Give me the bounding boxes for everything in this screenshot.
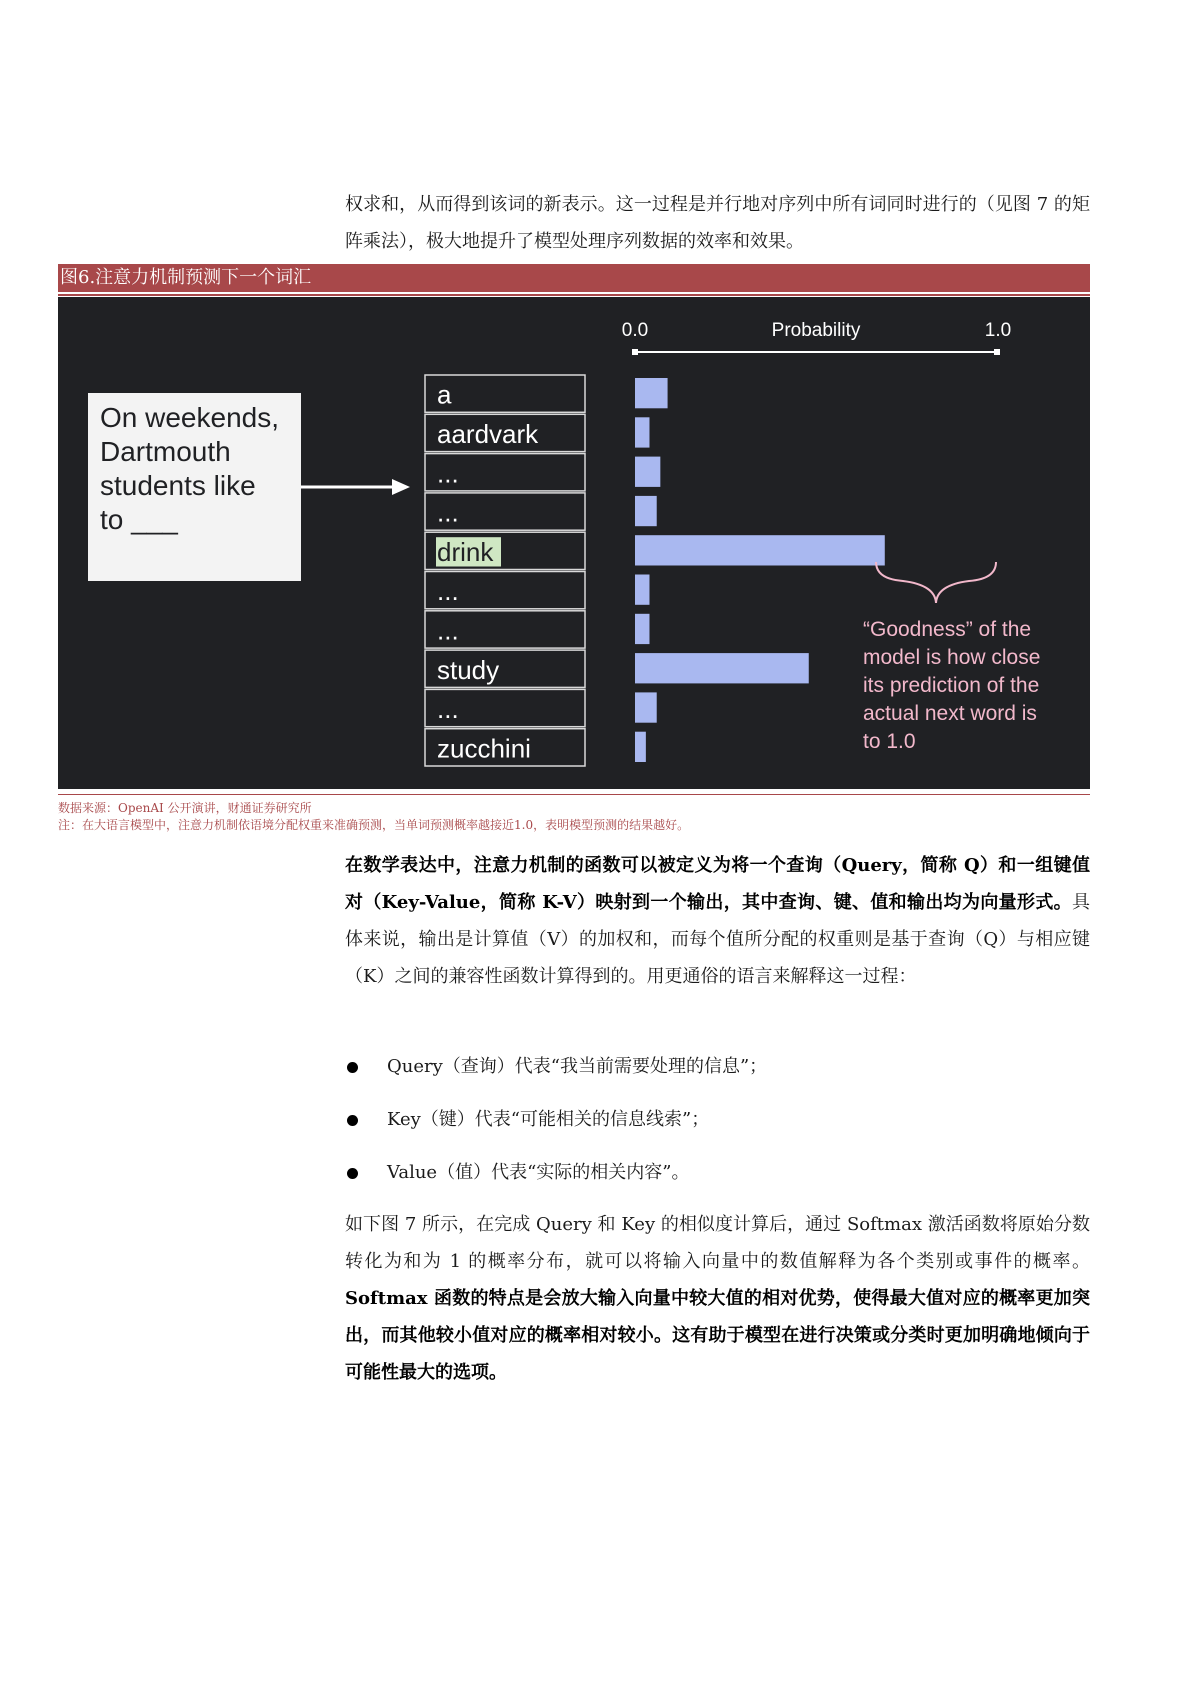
bar <box>635 457 660 487</box>
vocab-label: ... <box>437 497 459 528</box>
annotation-line: model is how close <box>863 646 1041 669</box>
bar <box>635 692 657 722</box>
qkv-bullet-list <box>345 1050 1090 1209</box>
vocab-label: ... <box>437 458 459 489</box>
figure-title: 图6.注意力机制预测下一个词汇 <box>58 264 1090 292</box>
brace-annotation-icon <box>876 562 996 603</box>
list-item <box>345 1156 1090 1209</box>
annotation-text <box>863 618 1040 753</box>
axis-label: Probability <box>771 320 861 341</box>
paragraph-attention-definition <box>345 847 1090 995</box>
figure-note: 注：在大语言模型中，注意力机制依语境分配权重来准确预测，当单词预测概率越接近1.0，表明模型预测的结果越好。 <box>58 818 690 832</box>
bar <box>635 378 668 408</box>
vocab-label: a <box>437 379 452 410</box>
intro-paragraph: 权求和，从而得到该词的新表示。这一过程是并行地对序列中所有词同时进行的（见图 7 的矩阵乘法），极大地提升了模型处理序列数据的效率和效果。 <box>345 194 1090 252</box>
paragraph-normal: 如下图 7 所示，在完成 Query 和 Key 的相似度计算后，通过 Softmax 激活函数将原始分数转化为和为 1 的概率分布，就可以将输入向量中的数值解释为各个类别或事件的概率。 <box>345 1214 1090 1272</box>
vocab-label: ... <box>437 615 459 646</box>
annotation-line: “Goodness” of the <box>863 618 1032 641</box>
bar <box>635 496 657 526</box>
paragraph-bold: 在数学表达中，注意力机制的函数可以被定义为将一个查询（Query，简称 Q）和一组键值对（Key-Value，简称 K-V）映射到一个输出，其中查询、键、值和输出均为向量形式。 <box>345 855 1090 913</box>
list-item <box>345 1103 1090 1156</box>
bar <box>635 535 885 565</box>
vocab-label: ... <box>437 576 459 607</box>
vocab-label: zucchini <box>437 733 531 764</box>
annotation-line: its prediction of the <box>863 674 1040 697</box>
paragraph-normal: 具体来说，输出是计算值（V）的加权和，而每个值所分配的权重则是基于查询（Q）与相应键（K）之间的兼容性函数计算得到的。用更通俗的语言来解释这一过程： <box>345 892 1090 987</box>
vocab-label: drink <box>437 536 494 567</box>
bullet-icon <box>347 1062 358 1073</box>
vocab-label: aardvark <box>437 418 539 449</box>
figure-title-rule <box>58 294 1090 296</box>
tick-label-0: 0.0 <box>621 320 649 341</box>
bullet-text: Query（查询）代表“我当前需要处理的信息”； <box>387 1056 768 1077</box>
bullet-text: Value（值）代表“实际的相关内容”。 <box>387 1162 690 1183</box>
bullet-icon <box>347 1168 358 1179</box>
figure-source: 数据来源：OpenAI 公开演讲，财通证券研究所 <box>58 801 312 815</box>
tick-label-1: 1.0 <box>984 320 1012 341</box>
bar <box>635 653 809 683</box>
bar <box>635 614 649 644</box>
prompt-line: to ___ <box>100 504 178 535</box>
annotation-line: actual next word is <box>863 702 1037 725</box>
paragraph-softmax <box>345 1206 1090 1391</box>
prompt-line: students like <box>100 470 256 501</box>
vocab-label: study <box>437 654 500 685</box>
paragraph-bold: Softmax 函数的特点是会放大输入向量中较大值的相对优势，使得最大值对应的概率更加突出，而其他较小值对应的概率相对较小。这有助于模型在进行决策或分类时更加明确地倾向于可能性最大的选项。 <box>345 1288 1090 1383</box>
vocab-label: ... <box>437 694 459 725</box>
arrow-head-icon <box>392 479 410 495</box>
axis-start-marker <box>632 349 638 355</box>
bar <box>635 732 646 762</box>
vocab-rows <box>425 375 585 766</box>
prompt-line: On weekends, <box>100 402 279 433</box>
bars <box>635 378 885 762</box>
probability-chart <box>58 297 1090 789</box>
bullet-icon <box>347 1115 358 1126</box>
bullet-text: Key（键）代表“可能相关的信息线索”； <box>387 1109 710 1130</box>
prompt-line: Dartmouth <box>100 436 231 467</box>
figure-chart <box>58 297 1090 789</box>
axis-end-marker <box>994 349 1000 355</box>
bar <box>635 417 649 447</box>
list-item <box>345 1050 1090 1103</box>
annotation-line: to 1.0 <box>863 730 916 753</box>
bar <box>635 575 649 605</box>
figure-bottom-rule <box>58 794 1090 795</box>
